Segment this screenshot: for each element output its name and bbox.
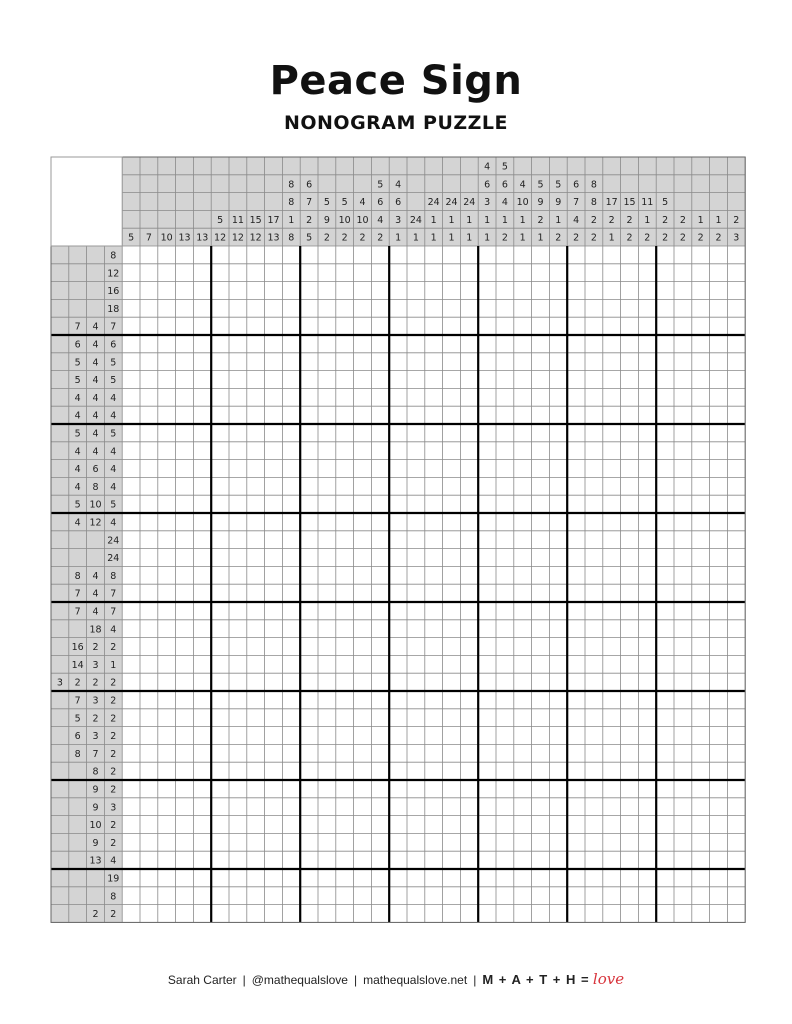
row-clue-number: 5 bbox=[74, 713, 81, 725]
column-clue-number: 13 bbox=[267, 232, 280, 244]
row-clue-number: 8 bbox=[110, 891, 117, 903]
column-clue-number: 1 bbox=[519, 214, 526, 226]
row-clue-number: 2 bbox=[110, 909, 117, 921]
row-clue-number: 8 bbox=[74, 748, 81, 760]
row-clue-number: 5 bbox=[74, 499, 81, 511]
row-clue-number: 4 bbox=[110, 464, 117, 476]
row-clue-number: 8 bbox=[92, 766, 99, 778]
column-clue-number: 2 bbox=[626, 214, 633, 226]
row-clue-number: 3 bbox=[92, 695, 99, 707]
row-clue-number: 9 bbox=[92, 837, 99, 849]
column-clue-number: 1 bbox=[448, 214, 455, 226]
column-clue-number: 2 bbox=[679, 232, 686, 244]
column-clue-number: 1 bbox=[608, 232, 615, 244]
row-clue-number: 2 bbox=[110, 731, 117, 743]
row-clue-number: 8 bbox=[110, 250, 117, 262]
column-clue-number: 15 bbox=[623, 197, 636, 209]
column-clue-number: 11 bbox=[231, 214, 244, 226]
column-clue-number: 2 bbox=[306, 214, 313, 226]
row-clue-number: 4 bbox=[74, 392, 81, 404]
column-clue-number: 1 bbox=[537, 232, 544, 244]
row-clue-number: 4 bbox=[110, 855, 117, 867]
row-clue-number: 4 bbox=[92, 375, 99, 387]
column-clue-number: 10 bbox=[356, 214, 369, 226]
row-clue-number: 4 bbox=[110, 446, 117, 458]
column-clue-number: 1 bbox=[466, 214, 473, 226]
column-clue-number: 2 bbox=[679, 214, 686, 226]
column-clue-number: 8 bbox=[590, 179, 597, 191]
column-clue-number: 4 bbox=[377, 214, 384, 226]
footer-author: Sarah Carter bbox=[167, 973, 237, 987]
column-clue-number: 5 bbox=[217, 214, 224, 226]
row-clue-number: 8 bbox=[74, 570, 81, 582]
row-clue-number: 4 bbox=[92, 588, 99, 600]
column-clue-number: 1 bbox=[448, 232, 455, 244]
footer-site: mathequalslove.net bbox=[363, 973, 468, 987]
column-clue-number: 12 bbox=[214, 232, 227, 244]
row-clue-number: 4 bbox=[110, 517, 117, 529]
row-clue-number: 24 bbox=[107, 553, 120, 565]
column-clue-number: 12 bbox=[231, 232, 244, 244]
column-clue-number: 5 bbox=[323, 197, 330, 209]
row-clue-number: 4 bbox=[92, 357, 99, 369]
column-clue-number: 5 bbox=[128, 232, 135, 244]
column-clue-number: 2 bbox=[590, 214, 597, 226]
corner-blank bbox=[51, 157, 122, 246]
row-clue-number: 5 bbox=[110, 499, 117, 511]
row-clue-number: 7 bbox=[74, 588, 81, 600]
column-clue-number: 2 bbox=[323, 232, 330, 244]
grid-lines bbox=[51, 157, 745, 922]
column-clue-number: 1 bbox=[430, 232, 437, 244]
row-clue-number: 2 bbox=[110, 748, 117, 760]
column-clue-number: 1 bbox=[644, 214, 651, 226]
row-clue-number: 19 bbox=[107, 873, 120, 885]
column-clue-number: 1 bbox=[484, 214, 491, 226]
column-clue-number: 9 bbox=[555, 197, 562, 209]
row-clue-number: 7 bbox=[74, 321, 81, 333]
row-clue-number: 3 bbox=[56, 677, 63, 689]
column-clue-number: 9 bbox=[537, 197, 544, 209]
row-clue-number: 7 bbox=[74, 606, 81, 618]
column-clue-number: 6 bbox=[484, 179, 491, 191]
row-clue-number: 4 bbox=[92, 410, 99, 422]
column-clue-number: 6 bbox=[501, 179, 508, 191]
column-clue-number: 4 bbox=[519, 179, 526, 191]
footer-handle: @mathequalslove bbox=[251, 973, 348, 987]
column-clue-number: 1 bbox=[412, 232, 419, 244]
column-clue-number: 2 bbox=[715, 232, 722, 244]
column-clue-number: 8 bbox=[590, 197, 597, 209]
column-clue-number: 15 bbox=[249, 214, 262, 226]
row-clue-number: 2 bbox=[92, 642, 99, 654]
column-clue-number: 13 bbox=[196, 232, 209, 244]
row-clue-number: 4 bbox=[74, 481, 81, 493]
row-clue-number: 5 bbox=[110, 357, 117, 369]
column-clue-number: 17 bbox=[267, 214, 280, 226]
row-clue-number: 4 bbox=[92, 606, 99, 618]
row-clue-number: 12 bbox=[89, 517, 102, 529]
row-clue-number: 2 bbox=[92, 909, 99, 921]
row-clue-number: 5 bbox=[74, 375, 81, 387]
column-clue-number: 9 bbox=[323, 214, 330, 226]
column-clue-number: 1 bbox=[519, 232, 526, 244]
column-clue-number: 6 bbox=[395, 197, 402, 209]
row-clue-number: 18 bbox=[107, 303, 120, 315]
row-clue-number: 4 bbox=[92, 570, 99, 582]
row-clue-number: 4 bbox=[74, 410, 81, 422]
column-clue-number: 24 bbox=[445, 197, 458, 209]
row-clue-number: 4 bbox=[92, 339, 99, 351]
column-clue-number: 10 bbox=[338, 214, 351, 226]
column-clue-number: 1 bbox=[484, 232, 491, 244]
column-clue-number: 4 bbox=[395, 179, 402, 191]
column-clue-number: 2 bbox=[626, 232, 633, 244]
column-clue-number: 2 bbox=[537, 214, 544, 226]
row-clue-number: 4 bbox=[74, 464, 81, 476]
row-clue-number: 4 bbox=[92, 428, 99, 440]
grid-border bbox=[51, 157, 745, 922]
row-clue-number: 2 bbox=[110, 677, 117, 689]
column-clue-number: 2 bbox=[359, 232, 366, 244]
column-clue-number: 3 bbox=[733, 232, 740, 244]
row-clue-number: 10 bbox=[89, 820, 102, 832]
row-clue-number: 12 bbox=[107, 268, 120, 280]
column-clue-number: 6 bbox=[573, 179, 580, 191]
column-clue-number: 24 bbox=[463, 197, 476, 209]
row-clue-number: 7 bbox=[110, 606, 117, 618]
row-clue-number: 5 bbox=[110, 375, 117, 387]
column-clue-number: 8 bbox=[288, 179, 295, 191]
column-clue-number: 12 bbox=[249, 232, 262, 244]
row-clue-number: 4 bbox=[110, 481, 117, 493]
column-clue-number: 8 bbox=[288, 232, 295, 244]
column-clue-number: 4 bbox=[501, 197, 508, 209]
row-clue-number: 6 bbox=[74, 731, 81, 743]
column-clue-number: 1 bbox=[715, 214, 722, 226]
row-clue-number: 4 bbox=[92, 446, 99, 458]
row-clue-number: 6 bbox=[110, 339, 117, 351]
column-clue-number: 7 bbox=[573, 197, 580, 209]
row-clue-number: 7 bbox=[110, 321, 117, 333]
column-clue-number: 2 bbox=[377, 232, 384, 244]
row-clue-number: 7 bbox=[110, 588, 117, 600]
column-clue-number: 2 bbox=[608, 214, 615, 226]
column-clue-number: 1 bbox=[501, 214, 508, 226]
column-clue-number: 5 bbox=[555, 179, 562, 191]
row-clue-number: 2 bbox=[110, 820, 117, 832]
column-clue-number: 8 bbox=[288, 197, 295, 209]
column-clue-number: 1 bbox=[466, 232, 473, 244]
column-clue-number: 1 bbox=[288, 214, 295, 226]
row-clue-number: 4 bbox=[110, 410, 117, 422]
row-clue-number: 7 bbox=[92, 748, 99, 760]
row-clue-number: 2 bbox=[92, 713, 99, 725]
row-clue-number: 2 bbox=[74, 677, 81, 689]
row-clue-number: 13 bbox=[89, 855, 102, 867]
column-clue-number: 2 bbox=[501, 232, 508, 244]
row-clue-number: 4 bbox=[110, 392, 117, 404]
row-clue-number: 8 bbox=[92, 481, 99, 493]
row-clue-number: 2 bbox=[110, 837, 117, 849]
column-clue-number: 5 bbox=[662, 197, 669, 209]
column-clue-number: 10 bbox=[516, 197, 529, 209]
column-clue-number: 17 bbox=[605, 197, 618, 209]
row-clue-number: 4 bbox=[110, 624, 117, 636]
column-clue-number: 1 bbox=[697, 214, 704, 226]
column-clue-number: 1 bbox=[430, 214, 437, 226]
page-subtitle: NONOGRAM PUZZLE bbox=[283, 112, 509, 134]
column-clue-number: 13 bbox=[178, 232, 191, 244]
column-clue-number: 3 bbox=[484, 197, 491, 209]
row-clue-number: 4 bbox=[74, 517, 81, 529]
row-clue-number: 4 bbox=[74, 446, 81, 458]
column-clue-number: 11 bbox=[641, 197, 654, 209]
row-clue-number: 6 bbox=[74, 339, 81, 351]
column-clue-number: 7 bbox=[145, 232, 152, 244]
row-clue-number: 9 bbox=[92, 802, 99, 814]
column-clue-number: 2 bbox=[644, 232, 651, 244]
column-clue-number: 5 bbox=[377, 179, 384, 191]
page-title: Peace Sign bbox=[269, 58, 523, 104]
column-clue-number: 1 bbox=[555, 214, 562, 226]
row-clue-number: 5 bbox=[110, 428, 117, 440]
row-clue-number: 8 bbox=[110, 570, 117, 582]
column-clue-number: 2 bbox=[341, 232, 348, 244]
footer: Sarah Carter | @mathequalslove | mathequalslove.net | M + A + T + H = love bbox=[167, 970, 625, 988]
row-clue-number: 9 bbox=[92, 784, 99, 796]
column-clue-number: 7 bbox=[306, 197, 313, 209]
row-clue-number: 16 bbox=[71, 642, 84, 654]
column-clue-number: 2 bbox=[573, 232, 580, 244]
row-clue-number: 2 bbox=[110, 784, 117, 796]
row-clue-number: 18 bbox=[89, 624, 102, 636]
column-clue-number: 2 bbox=[590, 232, 597, 244]
footer-brand: M + A + T + H = bbox=[482, 972, 590, 987]
row-clue-number: 5 bbox=[74, 428, 81, 440]
row-clue-number: 1 bbox=[110, 659, 117, 671]
column-clue-number: 4 bbox=[359, 197, 366, 209]
footer-love-logo: love bbox=[592, 970, 625, 988]
column-clue-number: 5 bbox=[501, 161, 508, 173]
column-clue-number: 2 bbox=[555, 232, 562, 244]
column-clue-number: 10 bbox=[160, 232, 173, 244]
row-clue-number: 3 bbox=[110, 802, 117, 814]
row-clue-number: 2 bbox=[110, 695, 117, 707]
column-clue-number: 24 bbox=[409, 214, 422, 226]
row-clue-number: 14 bbox=[71, 659, 84, 671]
column-clue-number: 4 bbox=[484, 161, 491, 173]
row-clue-number: 5 bbox=[74, 357, 81, 369]
column-clue-number: 2 bbox=[662, 214, 669, 226]
column-clue-number: 6 bbox=[306, 179, 313, 191]
row-clue-number: 3 bbox=[92, 731, 99, 743]
row-clue-number: 2 bbox=[92, 677, 99, 689]
row-clue-number: 2 bbox=[110, 766, 117, 778]
row-clue-number: 4 bbox=[92, 321, 99, 333]
column-clue-number: 6 bbox=[377, 197, 384, 209]
row-clue-number: 6 bbox=[92, 464, 99, 476]
column-clue-number: 2 bbox=[697, 232, 704, 244]
column-clue-number: 1 bbox=[395, 232, 402, 244]
row-clue-number: 16 bbox=[107, 286, 120, 298]
column-clue-number: 2 bbox=[662, 232, 669, 244]
row-clue-number: 7 bbox=[74, 695, 81, 707]
column-clue-number: 5 bbox=[537, 179, 544, 191]
column-clue-number: 24 bbox=[427, 197, 440, 209]
column-clue-number: 4 bbox=[573, 214, 580, 226]
row-clue-number: 4 bbox=[92, 392, 99, 404]
column-clue-number: 2 bbox=[733, 214, 740, 226]
row-clue-number: 2 bbox=[110, 713, 117, 725]
row-clue-number: 3 bbox=[92, 659, 99, 671]
row-clue-number: 24 bbox=[107, 535, 120, 547]
column-clue-number: 5 bbox=[341, 197, 348, 209]
row-clue-number: 10 bbox=[89, 499, 102, 511]
column-clue-number: 3 bbox=[395, 214, 402, 226]
row-clue-number: 2 bbox=[110, 642, 117, 654]
column-clue-number: 5 bbox=[306, 232, 313, 244]
